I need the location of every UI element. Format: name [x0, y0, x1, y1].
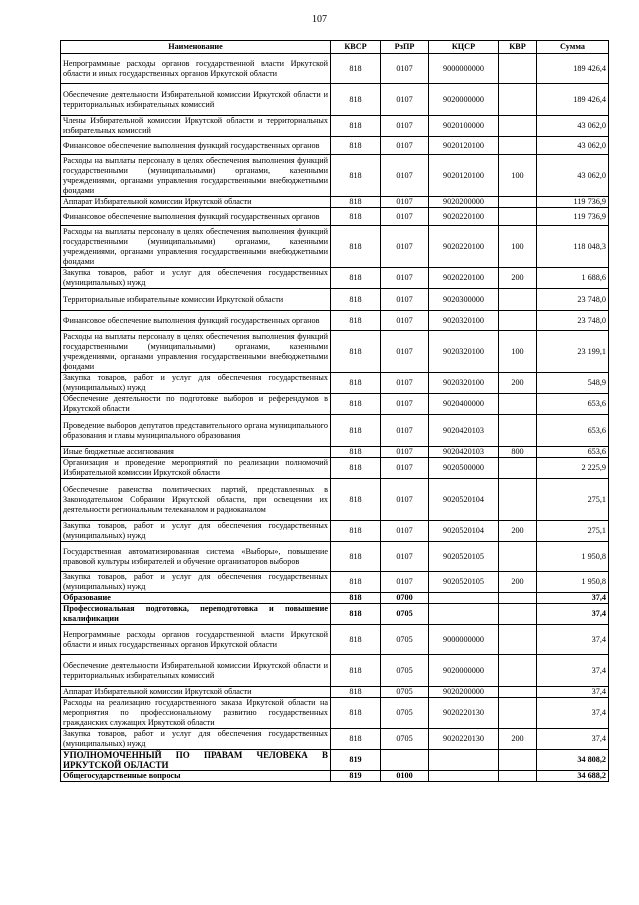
table-row	[61, 155, 609, 197]
table-row	[61, 655, 609, 687]
cell-kcsr: 9020520104	[429, 479, 499, 521]
cell-rzpr: 0107	[381, 116, 429, 137]
cell-rzpr: 0107	[381, 54, 429, 84]
table-row	[61, 542, 609, 572]
header-kvr: КВР	[499, 41, 537, 54]
cell-kvsr: 818	[331, 289, 381, 311]
table-row	[61, 698, 609, 729]
cell-name: Финансовое обеспечение выполнения функций государственных органов	[61, 208, 331, 226]
table-row	[61, 521, 609, 542]
cell-sum: 275,1	[537, 479, 609, 521]
cell-kvr	[499, 625, 537, 655]
cell-sum: 43 062,0	[537, 155, 609, 197]
cell-sum: 37,4	[537, 655, 609, 687]
cell-kcsr: 9020220100	[429, 226, 499, 268]
table-row	[61, 54, 609, 84]
cell-name: Расходы на выплаты персоналу в целях обеспечения выполнения функций государственными (муниципальными) органами, казенными учреждениями, органами управления государственными внебюджетными фондами	[61, 155, 331, 197]
cell-sum: 653,6	[537, 415, 609, 447]
table-row	[61, 137, 609, 155]
cell-kcsr: 9020120100	[429, 155, 499, 197]
cell-kvsr: 818	[331, 542, 381, 572]
table-row	[61, 84, 609, 116]
cell-kvsr: 818	[331, 655, 381, 687]
cell-sum: 37,4	[537, 687, 609, 698]
cell-name: Закупка товаров, работ и услуг для обеспечения государственных (муниципальных) нужд	[61, 373, 331, 394]
cell-kvr: 200	[499, 521, 537, 542]
cell-rzpr: 0107	[381, 226, 429, 268]
cell-rzpr: 0107	[381, 542, 429, 572]
cell-kvsr: 819	[331, 750, 381, 771]
table-row	[61, 458, 609, 479]
cell-rzpr: 0700	[381, 593, 429, 604]
cell-rzpr: 0107	[381, 268, 429, 289]
cell-name: Проведение выборов депутатов представительного органа муниципального образования и главы муниципального образования	[61, 415, 331, 447]
cell-sum: 37,4	[537, 698, 609, 729]
cell-kcsr: 9020420103	[429, 415, 499, 447]
cell-name: Закупка товаров, работ и услуг для обеспечения государственных (муниципальных) нужд	[61, 729, 331, 750]
cell-kvsr: 818	[331, 698, 381, 729]
cell-rzpr: 0705	[381, 729, 429, 750]
table-row	[61, 331, 609, 373]
cell-name: Члены Избирательной комиссии Иркутской области и территориальных избирательных комиссий	[61, 116, 331, 137]
cell-name: Закупка товаров, работ и услуг для обеспечения государственных (муниципальных) нужд	[61, 521, 331, 542]
cell-name: Непрограммные расходы органов государственной власти Иркутской области и иных государственных органов Иркутской области	[61, 625, 331, 655]
cell-kvsr: 818	[331, 593, 381, 604]
cell-kvr	[499, 479, 537, 521]
cell-kvsr: 818	[331, 521, 381, 542]
cell-rzpr: 0107	[381, 394, 429, 415]
cell-kcsr: 9020200000	[429, 687, 499, 698]
cell-kvr	[499, 208, 537, 226]
cell-rzpr: 0107	[381, 373, 429, 394]
cell-sum: 189 426,4	[537, 84, 609, 116]
cell-name: Расходы на выплаты персоналу в целях обеспечения выполнения функций государственными (муниципальными) органами, казенными учреждениями, органами управления государственными внебюджетными фондами	[61, 331, 331, 373]
cell-kcsr	[429, 604, 499, 625]
cell-sum: 37,4	[537, 593, 609, 604]
table-row	[61, 771, 609, 782]
cell-kcsr: 9020520105	[429, 542, 499, 572]
cell-name: Закупка товаров, работ и услуг для обеспечения государственных (муниципальных) нужд	[61, 268, 331, 289]
cell-sum: 653,6	[537, 447, 609, 458]
cell-kcsr: 9020220130	[429, 698, 499, 729]
cell-kvsr: 818	[331, 479, 381, 521]
cell-kvsr: 818	[331, 84, 381, 116]
cell-sum: 653,6	[537, 394, 609, 415]
cell-kvr	[499, 289, 537, 311]
cell-kvr	[499, 415, 537, 447]
table-row	[61, 447, 609, 458]
cell-name: Расходы на реализацию государственного заказа Иркутской области на мероприятия по профессиональному развитию государственных гражданских служащих Иркутской области	[61, 698, 331, 729]
table-row	[61, 289, 609, 311]
cell-name: Закупка товаров, работ и услуг для обеспечения государственных (муниципальных) нужд	[61, 572, 331, 593]
cell-kvr	[499, 698, 537, 729]
cell-sum: 37,4	[537, 604, 609, 625]
table-header-row	[61, 41, 609, 54]
cell-kvsr: 818	[331, 155, 381, 197]
cell-kvr	[499, 750, 537, 771]
cell-kvsr: 818	[331, 137, 381, 155]
table-row	[61, 593, 609, 604]
cell-kcsr: 9020000000	[429, 84, 499, 116]
cell-kvsr: 818	[331, 197, 381, 208]
cell-kvsr: 818	[331, 268, 381, 289]
cell-sum: 43 062,0	[537, 137, 609, 155]
cell-kvr	[499, 311, 537, 331]
cell-kcsr: 9020320100	[429, 373, 499, 394]
cell-kcsr: 9020120100	[429, 137, 499, 155]
cell-kvr: 100	[499, 331, 537, 373]
cell-sum: 1 950,8	[537, 572, 609, 593]
cell-name: Аппарат Избирательной комиссии Иркутской области	[61, 197, 331, 208]
cell-kvsr: 818	[331, 458, 381, 479]
table-row	[61, 116, 609, 137]
cell-rzpr: 0705	[381, 625, 429, 655]
cell-sum: 23 199,1	[537, 331, 609, 373]
cell-sum: 119 736,9	[537, 208, 609, 226]
header-sum: Сумма	[537, 41, 609, 54]
page-number: 107	[312, 14, 327, 25]
cell-rzpr: 0107	[381, 447, 429, 458]
cell-rzpr: 0107	[381, 479, 429, 521]
cell-kcsr: 9020220100	[429, 208, 499, 226]
cell-name: Иные бюджетные ассигнования	[61, 447, 331, 458]
cell-rzpr: 0705	[381, 604, 429, 625]
cell-name: Обеспечение деятельности Избирательной комиссии Иркутской области и территориальных избирательных комиссий	[61, 84, 331, 116]
cell-rzpr: 0705	[381, 687, 429, 698]
table-row	[61, 311, 609, 331]
cell-rzpr: 0107	[381, 197, 429, 208]
cell-kcsr: 9020300000	[429, 289, 499, 311]
cell-kcsr: 9020500000	[429, 458, 499, 479]
cell-rzpr: 0107	[381, 311, 429, 331]
cell-kcsr: 9020100000	[429, 116, 499, 137]
cell-kvsr: 818	[331, 116, 381, 137]
cell-kcsr: 9020220130	[429, 729, 499, 750]
cell-rzpr: 0107	[381, 84, 429, 116]
cell-kcsr: 9020320100	[429, 311, 499, 331]
header-name: Наименование	[61, 41, 331, 54]
cell-name: Обеспечение равенства политических партий, представленных в Законодательном Собрании Иркутской области, при освещении их деятельности региональным телеканалом и радиоканалом	[61, 479, 331, 521]
cell-rzpr: 0705	[381, 655, 429, 687]
cell-sum: 23 748,0	[537, 289, 609, 311]
cell-rzpr: 0107	[381, 572, 429, 593]
cell-kcsr: 9020320100	[429, 331, 499, 373]
table-row	[61, 687, 609, 698]
cell-rzpr: 0107	[381, 289, 429, 311]
cell-rzpr: 0107	[381, 521, 429, 542]
cell-kvr: 100	[499, 226, 537, 268]
cell-kcsr: 9000000000	[429, 625, 499, 655]
cell-sum: 43 062,0	[537, 116, 609, 137]
cell-name: Финансовое обеспечение выполнения функций государственных органов	[61, 311, 331, 331]
header-kcsr: КЦСР	[429, 41, 499, 54]
cell-kcsr	[429, 771, 499, 782]
cell-kvr	[499, 655, 537, 687]
cell-kvsr: 818	[331, 447, 381, 458]
header-rzpr: РзПР	[381, 41, 429, 54]
cell-name: Организация и проведение мероприятий по реализации полномочий Избирательной комиссии Иркутской области	[61, 458, 331, 479]
cell-name: Расходы на выплаты персоналу в целях обеспечения выполнения функций государственными (муниципальными) органами, казенными учреждениями, органами управления государственными внебюджетными фондами	[61, 226, 331, 268]
cell-kvr	[499, 394, 537, 415]
cell-sum: 189 426,4	[537, 54, 609, 84]
cell-name: Территориальные избирательные комиссии Иркутской области	[61, 289, 331, 311]
cell-kcsr	[429, 750, 499, 771]
cell-kvsr: 818	[331, 208, 381, 226]
table-row	[61, 226, 609, 268]
cell-rzpr: 0107	[381, 155, 429, 197]
table-row	[61, 268, 609, 289]
cell-kcsr: 9020220100	[429, 268, 499, 289]
cell-sum: 1 688,6	[537, 268, 609, 289]
cell-kvsr: 818	[331, 415, 381, 447]
cell-rzpr: 0107	[381, 458, 429, 479]
cell-kcsr: 9020520104	[429, 521, 499, 542]
cell-sum: 34 688,2	[537, 771, 609, 782]
table-row	[61, 729, 609, 750]
cell-kvr	[499, 542, 537, 572]
cell-sum: 37,4	[537, 625, 609, 655]
cell-kvr	[499, 137, 537, 155]
cell-kcsr: 9000000000	[429, 54, 499, 84]
cell-sum: 119 736,9	[537, 197, 609, 208]
cell-sum: 23 748,0	[537, 311, 609, 331]
cell-kvr	[499, 771, 537, 782]
table-row	[61, 750, 609, 771]
cell-kvr: 200	[499, 572, 537, 593]
table-row	[61, 572, 609, 593]
cell-sum: 118 048,3	[537, 226, 609, 268]
cell-kvr: 100	[499, 155, 537, 197]
cell-kcsr	[429, 593, 499, 604]
cell-kcsr: 9020420103	[429, 447, 499, 458]
cell-name: Профессиональная подготовка, переподготовка и повышение квалификации	[61, 604, 331, 625]
cell-sum: 34 808,2	[537, 750, 609, 771]
cell-kvsr: 818	[331, 226, 381, 268]
cell-rzpr: 0107	[381, 137, 429, 155]
cell-kvsr: 818	[331, 572, 381, 593]
cell-sum: 548,9	[537, 373, 609, 394]
cell-kvsr: 818	[331, 373, 381, 394]
cell-sum: 37,4	[537, 729, 609, 750]
table-row	[61, 479, 609, 521]
table-row	[61, 197, 609, 208]
cell-kvr: 200	[499, 373, 537, 394]
cell-kvr	[499, 604, 537, 625]
table-body	[61, 54, 609, 782]
cell-kvsr: 818	[331, 729, 381, 750]
cell-sum: 2 225,9	[537, 458, 609, 479]
cell-kvr: 200	[499, 729, 537, 750]
cell-kvr	[499, 54, 537, 84]
cell-rzpr: 0705	[381, 698, 429, 729]
cell-kcsr: 9020400000	[429, 394, 499, 415]
cell-kvr	[499, 84, 537, 116]
table-row	[61, 625, 609, 655]
cell-rzpr: 0100	[381, 771, 429, 782]
table-row	[61, 373, 609, 394]
table-row	[61, 208, 609, 226]
cell-kvr	[499, 197, 537, 208]
header-kvsr: КВСР	[331, 41, 381, 54]
table-row	[61, 394, 609, 415]
cell-name: Образование	[61, 593, 331, 604]
cell-kvsr: 818	[331, 604, 381, 625]
cell-kvsr: 818	[331, 687, 381, 698]
cell-name: Непрограммные расходы органов государственной власти Иркутской области и иных государственных органов Иркутской области	[61, 54, 331, 84]
cell-kvsr: 818	[331, 625, 381, 655]
cell-rzpr	[381, 750, 429, 771]
table-row	[61, 604, 609, 625]
cell-name: Общегосударственные вопросы	[61, 771, 331, 782]
cell-name: Обеспечение деятельности по подготовке выборов и референдумов в Иркутской области	[61, 394, 331, 415]
cell-name: Обеспечение деятельности Избирательной комиссии Иркутской области и территориальных избирательных комиссий	[61, 655, 331, 687]
cell-kvsr: 818	[331, 311, 381, 331]
cell-rzpr: 0107	[381, 208, 429, 226]
cell-kvr	[499, 458, 537, 479]
cell-kvr: 200	[499, 268, 537, 289]
cell-name: Аппарат Избирательной комиссии Иркутской области	[61, 687, 331, 698]
cell-name: Государственная автоматизированная система «Выборы», повышение правовой культуры избирателей и обучение организаторов выборов	[61, 542, 331, 572]
cell-kcsr: 9020200000	[429, 197, 499, 208]
cell-kvsr: 819	[331, 771, 381, 782]
cell-sum: 275,1	[537, 521, 609, 542]
budget-table	[60, 40, 609, 782]
cell-kvsr: 818	[331, 331, 381, 373]
cell-kcsr: 9020520105	[429, 572, 499, 593]
cell-kvsr: 818	[331, 54, 381, 84]
table-row	[61, 415, 609, 447]
cell-kvsr: 818	[331, 394, 381, 415]
cell-kcsr: 9020000000	[429, 655, 499, 687]
cell-name: Финансовое обеспечение выполнения функций государственных органов	[61, 137, 331, 155]
cell-kvr	[499, 116, 537, 137]
cell-kvr	[499, 687, 537, 698]
cell-sum: 1 950,8	[537, 542, 609, 572]
cell-rzpr: 0107	[381, 331, 429, 373]
cell-name: УПОЛНОМОЧЕННЫЙ ПО ПРАВАМ ЧЕЛОВЕКА В ИРКУТСКОЙ ОБЛАСТИ	[61, 750, 331, 771]
cell-kvr: 800	[499, 447, 537, 458]
cell-kvr	[499, 593, 537, 604]
cell-rzpr: 0107	[381, 415, 429, 447]
